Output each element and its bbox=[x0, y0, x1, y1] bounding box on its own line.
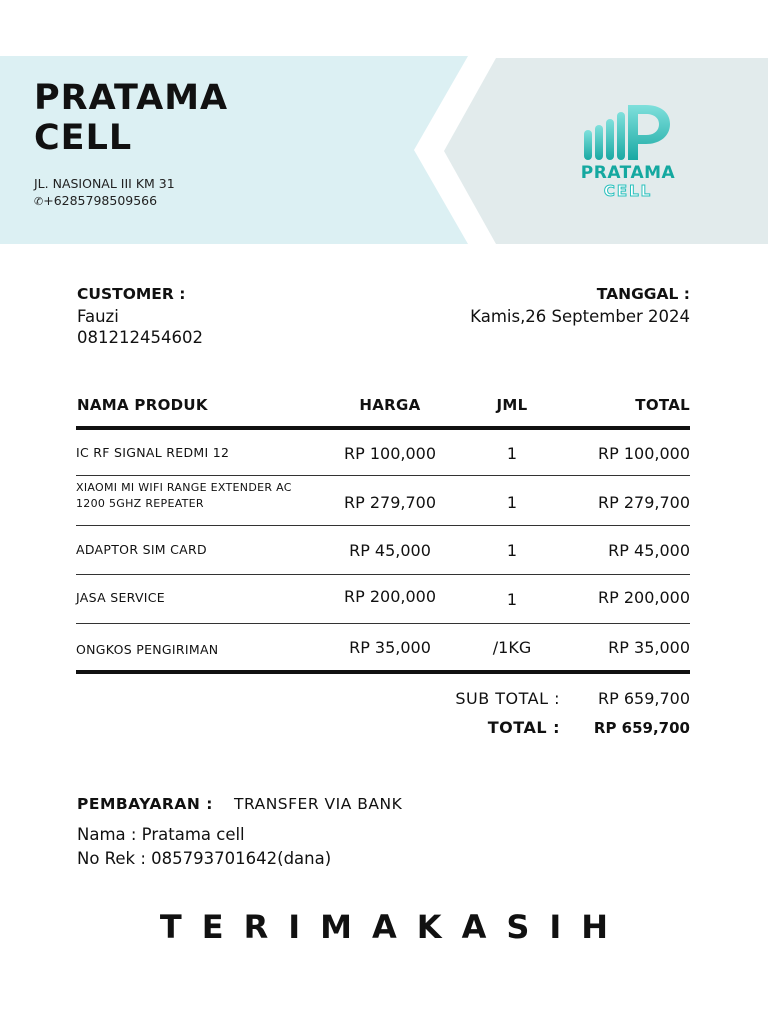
table-bottom-rule bbox=[76, 670, 690, 674]
shop-phone-number: +6285798509566 bbox=[43, 193, 158, 208]
row-total: RP 100,000 bbox=[597, 444, 690, 463]
row-product-name: ONGKOS PENGIRIMAN bbox=[76, 642, 219, 657]
shop-phone bbox=[34, 193, 157, 208]
column-header-product: NAMA PRODUK bbox=[77, 396, 208, 414]
row-qty: 1 bbox=[506, 444, 518, 463]
row-total: RP 200,000 bbox=[597, 588, 690, 607]
row-price: RP 35,000 bbox=[349, 638, 431, 657]
row-divider bbox=[76, 623, 690, 624]
column-header-total: TOTAL bbox=[635, 396, 690, 414]
row-qty: 1 bbox=[506, 493, 518, 512]
date-label: TANGGAL : bbox=[596, 285, 690, 303]
customer-name: Fauzi bbox=[77, 307, 119, 326]
logo-title: PRATAMA bbox=[580, 163, 676, 183]
date-value: Kamis,26 September 2024 bbox=[470, 307, 690, 326]
shop-name bbox=[34, 78, 228, 158]
thank-you-text: TERIMAKASIH bbox=[159, 908, 629, 946]
total-label: TOTAL : bbox=[487, 718, 560, 737]
row-divider bbox=[76, 574, 690, 575]
row-price: RP 45,000 bbox=[349, 541, 431, 560]
row-qty: 1 bbox=[506, 590, 518, 609]
shop-name-line1: PRATAMA bbox=[34, 78, 229, 118]
total-value: RP 659,700 bbox=[593, 719, 690, 737]
row-price: RP 100,000 bbox=[343, 444, 436, 463]
shop-address: JL. NASIONAL III KM 31 bbox=[34, 176, 175, 191]
row-product-name: XIAOMI MI WIFI RANGE EXTENDER AC 1200 5GHZ REPEATER bbox=[76, 481, 292, 510]
row-divider bbox=[76, 475, 690, 476]
row-qty: /1KG bbox=[492, 638, 532, 657]
column-header-qty: JML bbox=[496, 396, 528, 414]
row-total: RP 279,700 bbox=[597, 493, 690, 512]
row-qty: 1 bbox=[506, 541, 518, 560]
payment-label: PEMBAYARAN : bbox=[77, 795, 213, 813]
row-product-name: JASA SERVICE bbox=[76, 590, 166, 605]
row-price: RP 279,700 bbox=[343, 493, 436, 512]
shop-name-line2: CELL bbox=[34, 118, 133, 158]
customer-phone: 081212454602 bbox=[77, 328, 203, 347]
row-total: RP 35,000 bbox=[608, 638, 690, 657]
payment-account-number: No Rek : 085793701642(dana) bbox=[77, 849, 332, 868]
phone-icon: ✆ bbox=[34, 195, 44, 208]
row-product-name: ADAPTOR SIM CARD bbox=[76, 542, 207, 557]
row-divider bbox=[76, 525, 690, 526]
logo-subtitle: CELL bbox=[603, 182, 653, 200]
subtotal-value: RP 659,700 bbox=[597, 689, 690, 708]
column-header-price: HARGA bbox=[359, 396, 421, 414]
subtotal-label: SUB TOTAL : bbox=[455, 689, 560, 708]
payment-method: TRANSFER VIA BANK bbox=[234, 795, 403, 813]
row-price: RP 200,000 bbox=[343, 587, 436, 606]
row-product-name: IC RF SIGNAL REDMI 12 bbox=[76, 445, 230, 460]
row-total: RP 45,000 bbox=[608, 541, 690, 560]
table-top-rule bbox=[76, 426, 690, 430]
customer-label: CUSTOMER : bbox=[77, 285, 186, 303]
payment-account-name: Nama : Pratama cell bbox=[77, 825, 245, 844]
